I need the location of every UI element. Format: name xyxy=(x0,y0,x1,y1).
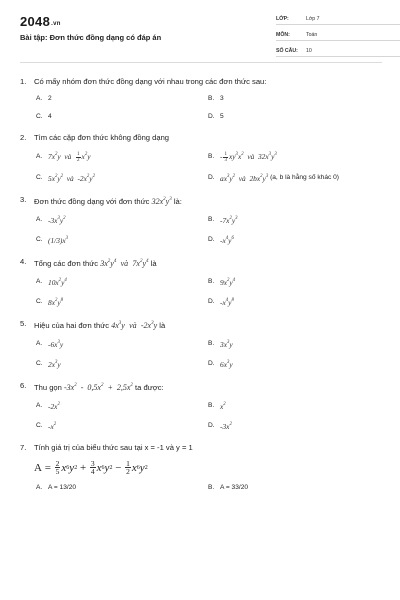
option-a[interactable]: A. A = 13/20 xyxy=(36,483,77,491)
option-b[interactable]: B. A = 33/20 xyxy=(208,483,249,491)
worksheet-title: Bài tập: Đơn thức đồng dạng có đáp án xyxy=(20,33,162,42)
option-d[interactable]: D. $-x^4y^8$ xyxy=(208,297,234,307)
question-7: 7. Tính giá trị của biểu thức sau tại x = -1 và y = 1 A = $\frac{2}{5}$ x 6 y 2 + $\frac{3}{4}$ x 6 y 2 − $\frac{1}{2}$ x 6 y 2 A. A = 13/20 B. A = 33/20 xyxy=(20,442,382,492)
option-b[interactable]: B. $-7x^2y^3$ xyxy=(208,215,238,225)
header-divider xyxy=(20,62,382,63)
meta-row-grade: LỚP: Lớp 7 xyxy=(276,12,400,25)
question-4: 4. Tổng các đơn thức $3x^2y^4$ và $7x^2y^4$ là A. $10x^2y^4$ B. $9x^2y^4$ C. $8x^2y^8$ D. $-x^4y^8$ xyxy=(20,256,382,307)
worksheet-header xyxy=(20,0,382,62)
option-d[interactable]: D. $-x^4y^6$ xyxy=(208,235,234,245)
option-c[interactable]: C. 4 xyxy=(36,113,52,120)
option-a[interactable]: A. $-6x^3y$ xyxy=(36,339,64,349)
option-a[interactable]: A. $7x^2y$ và $\frac{1}{2}$ $x^2y$ xyxy=(36,151,91,163)
option-c[interactable]: C. $2x^3y$ xyxy=(36,359,61,369)
question-1: 1. Có mấy nhóm đơn thức đồng dạng với nhau trong các đơn thức sau: A. 2 B. 3 C. 4 D. 5 xyxy=(20,76,382,121)
option-b[interactable]: B. 3 xyxy=(208,95,224,102)
option-d[interactable]: D. 5 xyxy=(208,113,224,120)
option-b[interactable]: B. $3x^3y$ xyxy=(208,339,233,349)
option-a[interactable]: A. 2 xyxy=(36,95,52,102)
option-c[interactable]: C. $8x^2y^8$ xyxy=(36,297,64,307)
question-5: 5. Hiệu của hai đơn thức $4x^3y$ và $-2x^3y$ là A. $-6x^3y$ B. $3x^3y$ C. $2x^3y$ D. $6x^3y$ xyxy=(20,318,382,369)
option-b[interactable]: B. $x^2$ xyxy=(208,401,226,411)
option-c[interactable]: C. $-x^2$ xyxy=(36,421,57,431)
brand-logo: 2048.vn xyxy=(20,14,61,29)
meta-row-subject: MÔN: Toán xyxy=(276,28,400,41)
question-6: 6. Thu gọn $-3x^2 - 0,5x^2 + 2,5x^2$ ta được: A. $-2x^2$ B. $x^2$ C. $-x^2$ D. $-3x^2$ xyxy=(20,380,382,431)
option-a[interactable]: A. $-3x^3y^2$ xyxy=(36,215,66,225)
meta-row-count: SỐ CÂU: 10 xyxy=(276,44,400,57)
option-d[interactable]: D. $-3x^2$ xyxy=(208,421,232,431)
option-c[interactable]: C. $5x^2y^2$ và $-2x^2y^2$ xyxy=(36,173,95,183)
question-3: 3. Đơn thức đồng dạng với đơn thức $32x^2y^3$ là: A. $-3x^3y^2$ B. $-7x^2y^3$ C. $(1/3)x^3$ D. $-x^4y^6$ xyxy=(20,194,382,245)
option-d[interactable]: D. $ax^3y^2$ và $2bx^2y^3$ (a, b là hằng số khác 0) xyxy=(208,173,339,183)
question-2: 2. Tìm các cặp đơn thức không đồng dạng A. $7x^2y$ và $\frac{1}{2}$ $x^2y$ B. - $\frac{1}{3}$ $xy^3x^2$ và $32x^3y^3$ C. $5x^2y^2$ và $-2x^2y^2$ D. $ax^3y^2$ và $2bx^2y^3$ (a, b là hằng số khác 0) xyxy=(20,132,382,183)
option-a[interactable]: A. $-2x^2$ xyxy=(36,401,60,411)
worksheet-meta xyxy=(276,12,400,60)
option-a[interactable]: A. $10x^2y^4$ xyxy=(36,277,67,287)
option-d[interactable]: D. $6x^3y$ xyxy=(208,359,233,369)
question-list xyxy=(20,76,382,503)
option-b[interactable]: B. - $\frac{1}{3}$ $xy^3x^2$ và $32x^3y^3$ xyxy=(208,151,277,163)
expression-formula: A = $\frac{2}{5}$ x 6 y 2 + $\frac{3}{4}$ x 6 y 2 − $\frac{1}{2}$ x 6 y 2 xyxy=(34,458,148,477)
option-c[interactable]: C. $(1/3)x^3$ xyxy=(36,235,69,245)
option-b[interactable]: B. $9x^2y^4$ xyxy=(208,277,236,287)
